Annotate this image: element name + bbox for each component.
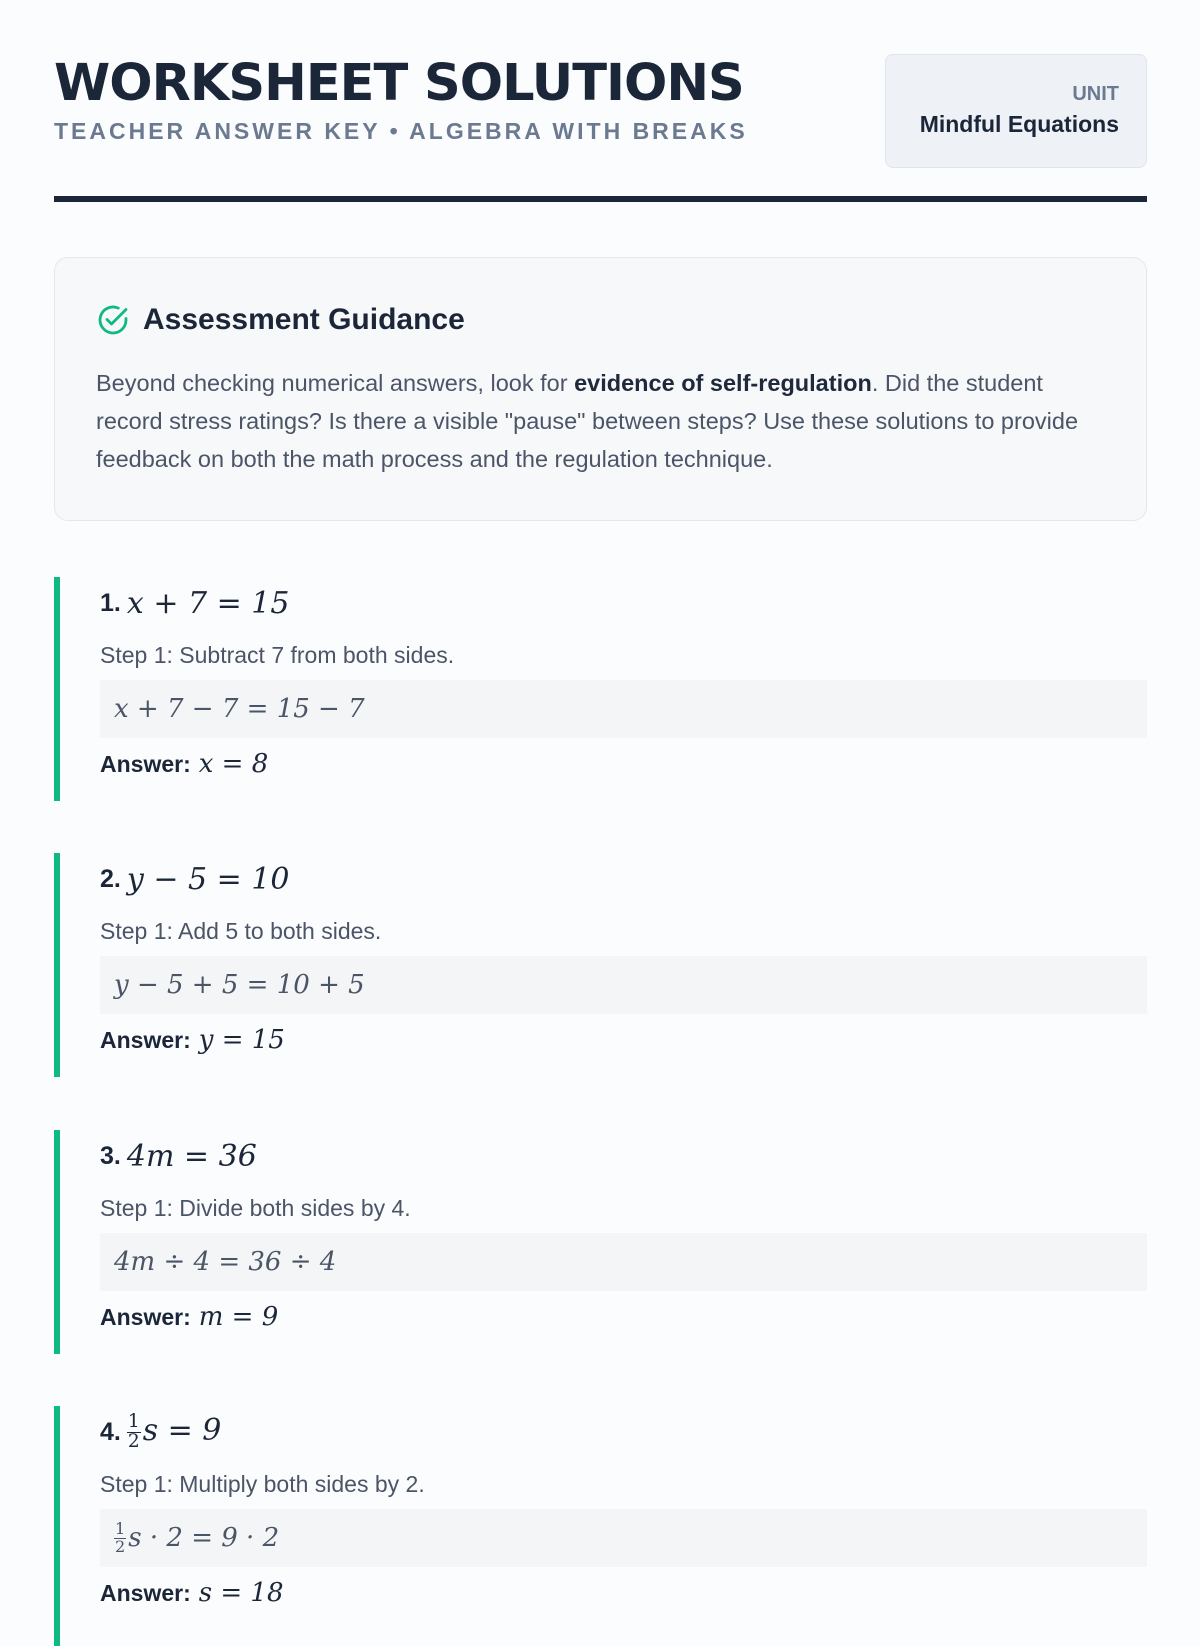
- problem-heading: [100, 1130, 1147, 1182]
- solution-step: Step 1: Subtract 7 from both sides.: [100, 642, 455, 668]
- problem-heading: [100, 577, 1147, 629]
- unit-value: Mindful Equations: [919, 111, 1119, 137]
- problem-card-2: [54, 853, 1147, 1077]
- work-rest: s · 2 = 9 · 2: [128, 1523, 280, 1553]
- solution-work: x + 7 − 7 = 15 − 7: [100, 680, 1147, 738]
- page-title: WORKSHEET SOLUTIONS: [54, 54, 744, 113]
- problem-number: 4.: [100, 1417, 121, 1446]
- answer-label: Answer:: [100, 750, 191, 777]
- fraction-denominator: 2: [127, 1430, 140, 1452]
- problem-equation: x + 7 = 15: [126, 585, 290, 621]
- problem-heading: [100, 1406, 1147, 1458]
- guidance-header: [96, 298, 1106, 342]
- problem-number: 3.: [100, 1141, 121, 1170]
- answer-label: Answer:: [100, 1303, 191, 1330]
- answer-line: [100, 1025, 1147, 1055]
- solution-step: Step 1: Multiply both sides by 2.: [100, 1471, 425, 1497]
- unit-badge: [885, 54, 1147, 168]
- fraction-numerator: 1: [127, 1410, 140, 1432]
- answer-line: [100, 749, 1147, 779]
- assessment-guidance-card: [54, 257, 1147, 521]
- guidance-text-intro: Beyond checking numerical answers, look for: [96, 370, 575, 396]
- problem-equation: [127, 1410, 222, 1452]
- fraction: [127, 1410, 141, 1452]
- answer-value: s = 18: [198, 1578, 284, 1608]
- problem-number: 2.: [100, 864, 121, 893]
- problem-card-3: [54, 1130, 1147, 1354]
- problem-number: 1.: [100, 588, 121, 617]
- guidance-title: Assessment Guidance: [143, 303, 465, 336]
- solution-work: 4m ÷ 4 = 36 ÷ 4: [100, 1233, 1147, 1291]
- answer-label: Answer:: [100, 1026, 191, 1053]
- guidance-emphasis: evidence of self-regulation: [574, 370, 872, 396]
- problem-equation: y − 5 = 10: [126, 861, 290, 897]
- answer-label: Answer:: [100, 1579, 191, 1606]
- solution-work: [100, 1509, 1147, 1567]
- problem-equation: 4m = 36: [126, 1138, 257, 1174]
- answer-value: m = 9: [198, 1302, 279, 1332]
- header-divider: [54, 196, 1147, 202]
- worksheet-page: [54, 0, 1147, 1608]
- answer-value: y = 15: [198, 1025, 285, 1055]
- problem-heading: [100, 853, 1147, 905]
- fraction: [114, 1521, 126, 1554]
- problem-card-4: [54, 1406, 1147, 1646]
- equation-rest: s = 9: [142, 1413, 222, 1448]
- unit-label: UNIT: [1072, 83, 1119, 105]
- fraction-numerator: 1: [115, 1519, 126, 1539]
- answer-line: [100, 1578, 1147, 1608]
- solution-work: y − 5 + 5 = 10 + 5: [100, 956, 1147, 1014]
- page-subtitle: TEACHER ANSWER KEY • ALGEBRA WITH BREAKS: [54, 118, 748, 144]
- answer-value: x = 8: [198, 749, 269, 779]
- solution-step: Step 1: Divide both sides by 4.: [100, 1195, 411, 1221]
- fraction-denominator: 2: [115, 1536, 126, 1556]
- page-header: [54, 0, 1147, 200]
- guidance-body: [96, 364, 1106, 478]
- guidance-text-rest: . Did the student record stress ratings? Is there a visible "pause" between steps? Use these solutions to provide feedback on both the math process and the regulation technique.: [96, 370, 1079, 472]
- problem-card-1: [54, 577, 1147, 801]
- check-circle-icon: [96, 303, 130, 337]
- solution-step: Step 1: Add 5 to both sides.: [100, 918, 382, 944]
- answer-line: [100, 1302, 1147, 1332]
